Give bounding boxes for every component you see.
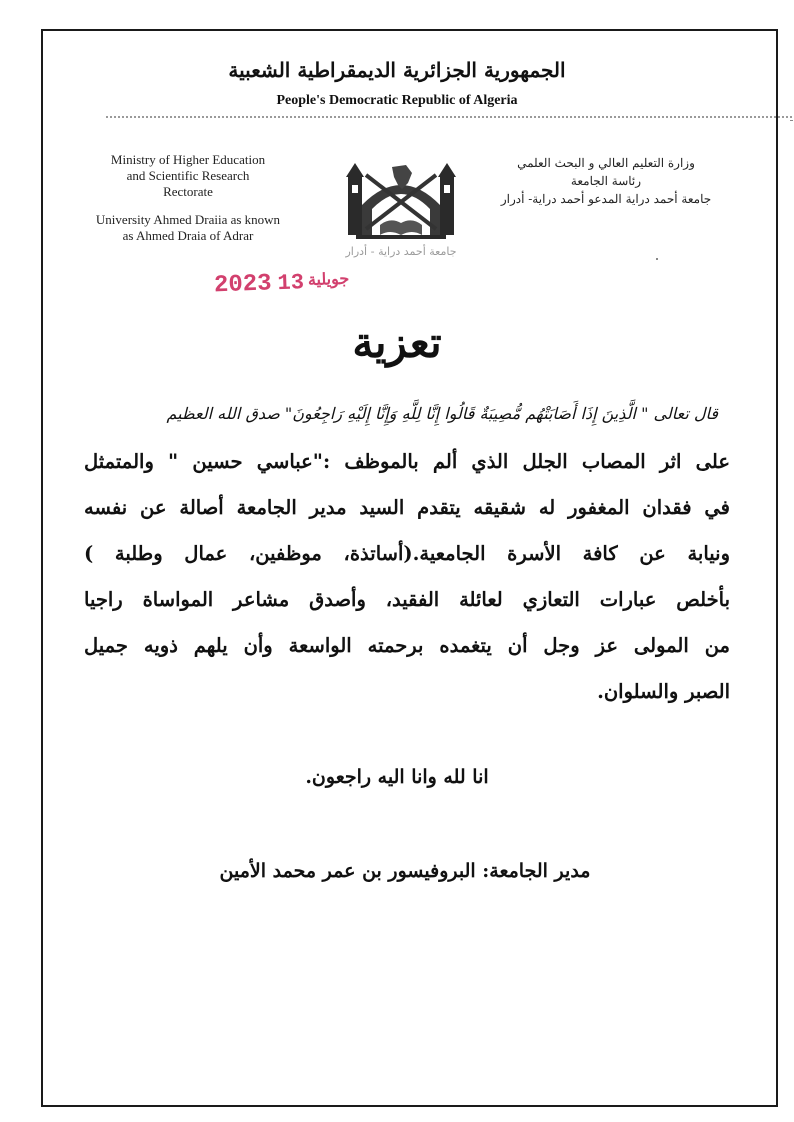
header-divider — [106, 116, 794, 118]
rectorate-line-ar: رئاسة الجامعة — [570, 174, 642, 188]
body-line-3: ونيابة عن كافة الأسرة الجامعية.(أساتذة، موظفين، عمال وطلبة ) — [84, 542, 730, 565]
university-line: University Ahmed Draiia as known — [95, 212, 281, 227]
header-english-title: People's Democratic Republic of Algeria — [276, 93, 518, 108]
closing-phrase: انا لله وانا اليه راجعون. — [305, 766, 489, 788]
scan-artifact — [790, 120, 793, 121]
ministry-line-ar: وزارة التعليم العالي و البحث العلمي — [517, 156, 695, 170]
date-stamp — [214, 268, 350, 300]
ministry-line: Ministry of Higher Education — [110, 152, 266, 167]
header-arabic-title: الجمهورية الجزائرية الديمقراطية الشعبية — [228, 58, 566, 82]
university-emblem-icon — [336, 155, 466, 260]
stamp-month: جويلية — [307, 270, 350, 291]
body-line-6: الصبر والسلوان. — [597, 680, 730, 703]
rectorate-line: Rectorate — [163, 184, 213, 199]
body-line-4: بأخلص عبارات التعازي لعائلة الفقيد، وأصدق مشاعر المواساة راجيا — [84, 588, 730, 611]
stamp-day: 13 — [277, 270, 305, 297]
logo-caption: جامعة أحمد دراية - أدرار — [345, 245, 457, 258]
signature-line: مدير الجامعة: البروفيسور بن عمر محمد الأمين — [219, 860, 591, 882]
university-line-2: as Ahmed Draia of Adrar — [122, 228, 254, 243]
document-title: تعزية — [352, 318, 442, 367]
quran-verse: قال تعالى " الَّذِينَ إِذَا أَصَابَتْهُم مُّصِيبَةٌ قَالُوا إِنَّا لِلَّهِ وَإِنَّا إِلَيْهِ رَاجِعُونَ" صدق الله العظيم — [166, 404, 718, 423]
left-letterhead — [78, 152, 298, 244]
ministry-line-2: and Scientific Research — [126, 168, 250, 183]
university-line-ar: جامعة أحمد دراية المدعو أحمد دراية- أدرار — [500, 192, 712, 206]
body-line-5: من المولى عز وجل أن يتغمده برحمته الواسعة وأن يلهم ذويه جميل — [84, 634, 730, 657]
body-line-1: على اثر المصاب الجلل الذي ألم بالموظف :"عباسي حسين " والمتمثل — [84, 450, 730, 473]
scan-artifact — [656, 258, 658, 260]
stamp-year: 2023 — [213, 270, 273, 300]
body-line-2: في فقدان المغفور له شقيقه يتقدم السيد مدير الجامعة أصالة عن نفسه — [84, 496, 730, 519]
right-letterhead — [486, 154, 726, 208]
